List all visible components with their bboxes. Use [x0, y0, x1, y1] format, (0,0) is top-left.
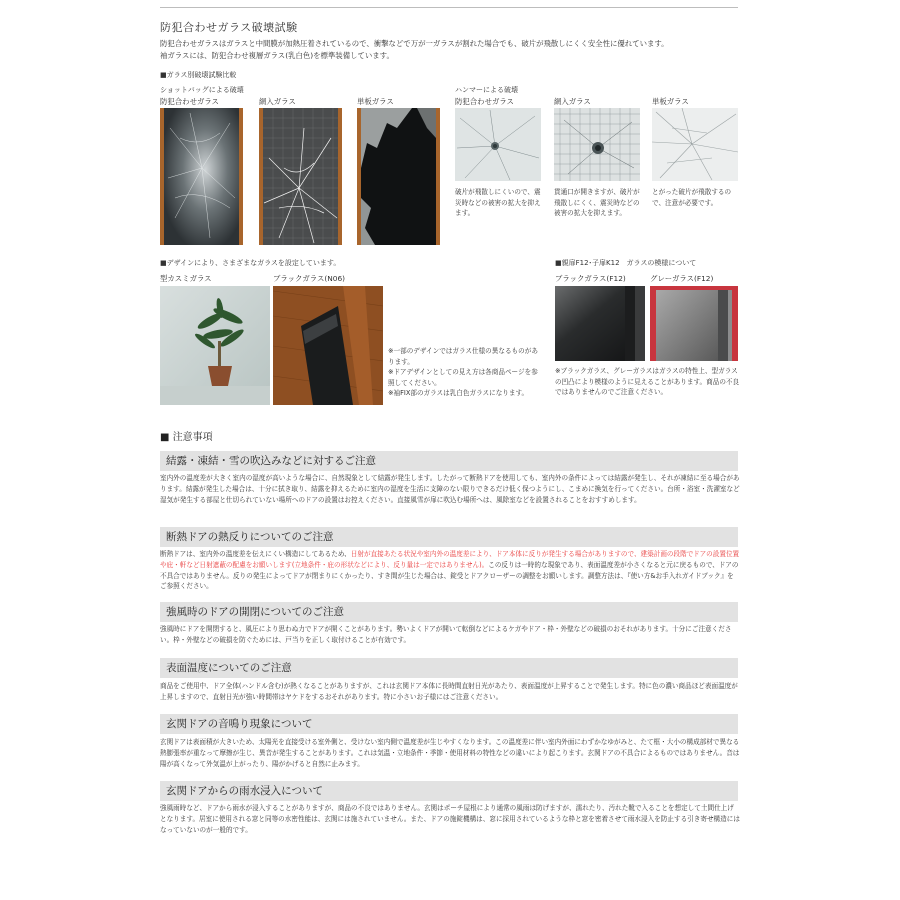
- caution-heading: ■ 注意事項: [160, 432, 213, 443]
- section-heading-surface-temp: 表面温度についてのご注意: [160, 658, 738, 678]
- shotbag-item-laminated: 防犯合わせガラス: [160, 97, 219, 106]
- hammer-wired-photo: [554, 108, 640, 181]
- section-text-warning: 日射が直接あたる状況や室内外の温度差により、ドア本体に反りが発生する場合がありますので、建築計画の段階でドアの設置位置や庇・軒など日射遮蔽の配慮をお願いします(立地条件・庇の形状などにより、反り量は一定ではありません)。: [160, 550, 740, 569]
- section-body-thermal-warp: [160, 549, 740, 592]
- hammer-label: ハンマーによる破壊: [455, 86, 518, 94]
- design-note: ※ドアデザインとしての見え方は各商品ページを参照してください。: [388, 368, 538, 387]
- comparison-heading: ■ガラス別破壊試験比較: [160, 71, 237, 79]
- design-item-black: ブラックガラス(N06): [273, 274, 346, 283]
- section-heading-thermal-warp: 断熱ドアの熱反りについてのご注意: [160, 527, 738, 547]
- section-text: 室内外の温度差が大きく室内の湿度が高いような場合に、自然現象として結露が発生します。したがって断熱ドアを使用しても、室内外の条件によっては結露が発生し、それが凍結に至る場合があります。結露が発生した場合は、十分に拭き取り、結露を抑えるために室内の湿度を生活に支障のない限りできるだけ低く保つようにし、こまめに換気を行ってください。台所・浴室・洗濯室など湿気が発生する部屋と仕切られていない場所へのドアの設置はお控えください。直接風雪が扉に吹込む場所へは、風除室などを設置されることをおすすめします。: [160, 474, 740, 504]
- section-body-strong-wind: [160, 624, 740, 646]
- section-body-rain: [160, 803, 740, 835]
- pattern-item-black: ブラックガラス(F12): [555, 274, 626, 283]
- hammer-item-laminated: 防犯合わせガラス: [455, 97, 514, 106]
- top-rule: [160, 7, 738, 8]
- section-body-noise: [160, 737, 740, 769]
- shotbag-single-photo: [357, 108, 440, 245]
- shotbag-item-wired: 網入ガラス: [259, 97, 296, 106]
- section-text: この反りは一時的な現象であり、表面温度差が小さくなると元に戻るもので、ドアの不具合ではありません。反りの発生によってドアが閉まりにくかったり、すき間が生じた場合は、錠受とドアクローザーの調整をお願いします。調整方法は、『使い方&お手入れガイドブック』をご参照ください。: [160, 560, 739, 591]
- intro-line: 防犯合わせガラスはガラスと中間膜が加熱圧着されているので、衝撃などで万が一ガラスが割れた場合でも、破片が飛散しにくく安全性に優れています。: [160, 39, 669, 48]
- shotbag-label: ショットバッグによる破壊: [160, 86, 244, 94]
- pattern-note: ※ブラックガラス、グレーガラスはガラスの特性上、型ガラスの凹凸により模様のように見えることがあります。商品の不良ではありませんのでご注意ください。: [555, 367, 740, 396]
- design-heading: ■デザインにより、さまざまなガラスを設定しています。: [160, 259, 341, 267]
- shotbag-wired-photo: [259, 108, 342, 245]
- section-text: 強風雨時など、ドアから雨水が浸入することがありますが、商品の不良ではありません。玄関はポーチ屋根により通常の風雨は防げますが、濡れたり、汚れた靴で入ることを想定して土間仕上げとなります。居室に使用される窓と同等の水密性能は、玄関には施されていません。また、ドアの施錠機構は、窓に採用されているような枠と窓を密着させて雨水浸入を防止する引き寄せ構造にはなっていないのが一般的です。: [160, 804, 740, 834]
- section-text: 商品をご使用中、ドア全体(ハンドル含む)が熱くなることがありますが、これは玄関ドア本体に長時間直射日光があたり、表面温度が上昇することで発生します。特に色の濃い商品ほど表面温度が上昇しますので、直射日光が強い時間帯はヤケドをするおそれがあります。特に小さいお子様にはご注意ください。: [160, 682, 738, 701]
- design-item-kasumi: 型カスミガラス: [160, 274, 212, 283]
- hammer-single-photo: [652, 108, 738, 181]
- design-note: ※袖FIX部のガラスは乳白色ガラスになります。: [388, 389, 529, 397]
- section-body-surface-temp: [160, 681, 740, 703]
- gray-glass-f12-photo: [650, 286, 738, 361]
- hammer-note-laminated: 破片が飛散しにくいので、震災時などの被害の拡大を抑えます。: [455, 188, 541, 217]
- page-title: 防犯合わせガラス破壊試験: [160, 21, 298, 34]
- section-heading-condensation: 結露・凍結・雪の吹込みなどに対するご注意: [160, 451, 738, 471]
- kasumi-glass-photo: [160, 286, 270, 405]
- section-text: 強風時にドアを開閉すると、風圧により思わぬ力でドアが開くことがあります。勢いよくドアが開いて転倒などによるケガやドア・枠・外壁などの破損のおそれがあります。十分にご注意ください。枠・外壁などの破損を防ぐためには、戸当りを正しく取付けることが有効です。: [160, 625, 732, 644]
- pattern-heading: ■親扉F12･子扉K12 ガラスの模様について: [555, 259, 697, 267]
- design-notes: [388, 346, 540, 399]
- design-note: ※一部のデザインではガラス仕様の異なるものがあります。: [388, 347, 538, 366]
- shotbag-laminated-photo: [160, 108, 243, 245]
- hammer-item-wired: 網入ガラス: [554, 97, 591, 106]
- section-heading-rain: 玄関ドアからの雨水浸入について: [160, 781, 738, 801]
- section-heading-strong-wind: 強風時のドアの開閉についてのご注意: [160, 602, 738, 622]
- pattern-item-gray: グレーガラス(F12): [650, 274, 714, 283]
- hammer-laminated-photo: [455, 108, 541, 181]
- section-text: 断熱ドアは、室内外の温度差を伝えにくい構造にしてあるため、: [160, 550, 351, 558]
- section-body-condensation: [160, 473, 740, 505]
- section-heading-noise: 玄関ドアの音鳴り現象について: [160, 714, 738, 734]
- section-text: 玄関ドアは表面積が大きいため、太陽光を直接受ける室外側と、受けない室内側で温度差が生じやすくなります。この温度差に伴い室内外面にわずかなゆがみと、たて框・大小の構成部材で異なる熱膨張率が重なって摩擦が生じ、異音が発生することがあります。これは気温・立地条件・季節・使用材料の特性などの違いにより起こります。玄関ドアの不具合によるものではありません。音は陽が高くなって外気温が上がったり、陽がかげると自然に止みます。: [160, 738, 740, 768]
- intro-line: 袖ガラスには、防犯合わせ複層ガラス(乳白色)を標準装備しています。: [160, 51, 394, 60]
- hammer-item-single: 単板ガラス: [652, 97, 689, 106]
- black-glass-f12-photo: [555, 286, 645, 361]
- black-glass-n06-photo: [273, 286, 383, 405]
- shotbag-item-single: 単板ガラス: [357, 97, 394, 106]
- hammer-note-single: とがった破片が飛散するので、注意が必要です。: [652, 188, 732, 207]
- intro-text: [160, 38, 740, 62]
- hammer-note-wired: 貫通口が開きますが、破片が飛散しにくく、震災時などの被害の拡大を抑えます。: [554, 188, 640, 217]
